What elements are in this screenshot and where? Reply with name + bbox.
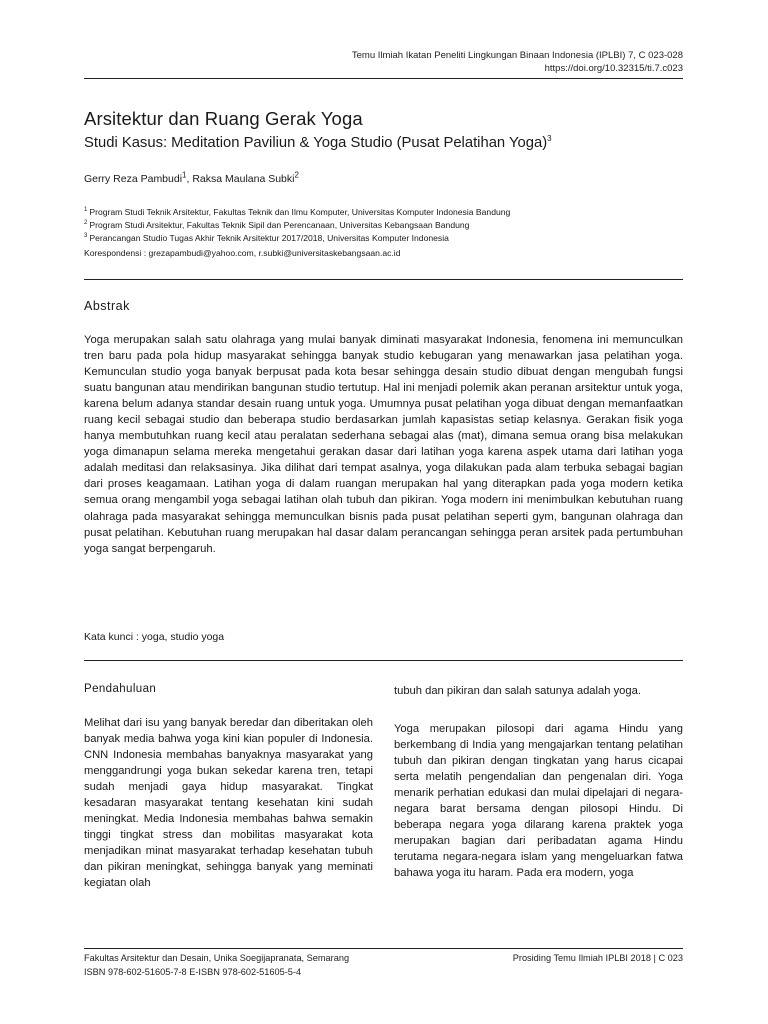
author-name: Raksa Maulana Subki — [192, 173, 295, 185]
affiliation-sup: 2 — [84, 220, 88, 227]
journal-citation: Temu Ilmiah Ikatan Peneliti Lingkungan Binaan Indonesia (IPLBI) 7, C 023-028 — [351, 50, 683, 61]
author-sup: 1 — [182, 170, 187, 180]
left-column — [84, 715, 373, 892]
affiliation-text: Perancangan Studio Tugas Akhir Teknik Arsitektur 2017/2018, Universitas Komputer Indonesia — [89, 233, 449, 243]
abstract-body: Yoga merupakan salah satu olahraga yang mulai banyak diminati masyarakat Indonesia, fenomena ini memunculkan tren baru pada pola hidup masyarakat sehingga banyak studio kebugaran yang menawarkan jasa pelatihan yoga. Kemunculan studio yoga banyak berpusat pada kota besar sehingga desain studio dibuat dengan mengubah fungsi suatu bangunan atau mendirikan bangunan studio tertutup. Hal ini menjadi polemik akan peranan arsitektur untuk yoga, karena belum adanya standar desain ruang untuk yoga. Umumnya pusat pelatihan yoga dibuat dengan memanfaatkan ruang kecil sebagai studio dan beberapa studio berdasarkan jumlah kapasistas setiap kelasnya. Gerakan fisik yoga hanya membutuhkan ruang kecil atau peralatan sederhana sebagai alas (mat), dimana semua orang bisa melakukan yoga dimanapun selama mereka mengetahui gerakan dasar dari latihan yoga karena aspek utama dari latihan yoga adalah meditasi dan relaksasinya. Jika dilihat dari tempat asalnya, yoga dilakukan pada alam terbuka sebagai bagian dari proses keagamaan. Latihan yoga di dalam ruangan merupakan hal yang diterapkan pada yoga modern ketika semua orang mengambil yoga sebagai latihan olah tubuh dan pikiran. Yoga modern ini menimbulkan kebutuhan ruang olahraga pada masyarakat sehingga memunculkan bisnis pada pusat pelatihan seperti gym, bangunan olahraga dan pusat pelatihan. Kebutuhan ruang merupakan hal dasar dalam perancangan sehingga peran arsitek pada pertumbuhan yoga sangat berpengaruh. — [84, 334, 683, 555]
paper-subtitle — [84, 135, 552, 151]
author-name: Gerry Reza Pambudi — [84, 173, 183, 185]
abstract-divider-top — [84, 279, 683, 280]
keywords: Kata kunci : yoga, studio yoga — [84, 631, 225, 643]
body-paragraph: Yoga merupakan pilosopi dari agama Hindu yang berkembang di India yang mengajarkan tentang pelatihan tubuh dan pikiran dengan tingkatan yang harus cicapai serta melatih pengendalian dan pengenalan diri. Yoga menarik perhatian edukasi dan mulai dipelajari di negara-negara barat bersama dengan pilosopi Hindu. Di beberapa negara yoga dilarang karena praktek yoga merupakan bagian dari peribadatan agama Hindu terutama negara-negara islam yang mengeluarkan fatwa bahawa yoga itu haram. Pada era modern, yoga — [394, 723, 683, 880]
header-divider — [84, 78, 683, 79]
affiliation — [84, 232, 449, 245]
affiliation — [84, 219, 469, 232]
doi-link[interactable]: https://doi.org/10.32315/ti.7.c023 — [544, 62, 683, 74]
affiliation — [84, 206, 510, 219]
affiliation-text: Program Studi Arsitektur, Fakultas Teknik Sipil dan Perencanaan, Universitas Kebangsaan Bandung — [89, 220, 470, 230]
abstract-heading: Abstrak — [84, 299, 130, 313]
abstract-divider-bottom — [84, 660, 683, 661]
footer-proceedings: Prosiding Temu Ilmiah IPLBI 2018 | C 023 — [512, 953, 683, 963]
subtitle-text: Studi Kasus: Meditation Paviliun & Yoga Studio (Pusat Pelatihan Yoga) — [84, 135, 548, 151]
footer-isbn: ISBN 978-602-51605-7-8 E-ISBN 978-602-51605-5-4 — [84, 966, 302, 977]
affiliation-sup: 3 — [84, 233, 88, 240]
paper-title: Arsitektur dan Ruang Gerak Yoga — [84, 108, 363, 129]
body-paragraph: Melihat dari isu yang banyak beredar dan diberitakan oleh banyak media bahwa yoga kini kian populer di Indonesia. CNN Indonesia membahas banyaknya masyarakat yang menggandrungi yoga bukan sekedar karena tren, tetapi sudah menjadi gaya hidup masyarakat. Tingkat kesadaran masyarakat tentang kesehatan kini sudah meningkat. Media Indonesia membahas bahwa semakin tinggi tingkat stress dan mobilitas masyarakat kota menjadikan minat masyarakat terhadap kesehatan tubuh dan pikiran meningkat, sehingga banyak yang meminati kegiatan olah — [84, 717, 373, 890]
body-paragraph: tubuh dan pikiran dan salah satunya adalah yoga. — [394, 685, 641, 697]
right-column — [394, 683, 683, 882]
footer-right — [513, 952, 683, 966]
affiliation-sup: 1 — [84, 207, 88, 214]
author-sup: 2 — [294, 170, 299, 180]
affiliation-text: Program Studi Teknik Arsitektur, Fakultas Teknik dan Ilmu Komputer, Universitas Komputer Indonesia Bandung — [89, 207, 511, 217]
footer-divider — [84, 948, 683, 949]
author-list — [84, 170, 299, 185]
section-heading-introduction: Pendahuluan — [84, 683, 157, 695]
subtitle-superscript: 3 — [547, 134, 552, 144]
footer-left — [84, 952, 349, 979]
footer-institution: Fakultas Arsitektur dan Desain, Unika Soegijapranata, Semarang — [84, 953, 350, 963]
correspondence: Korespondensi : grezapambudi@yahoo.com, r.subki@universitaskebangsaan.ac.id — [84, 248, 401, 258]
author-separator: , — [186, 173, 193, 185]
journal-header — [352, 50, 683, 75]
